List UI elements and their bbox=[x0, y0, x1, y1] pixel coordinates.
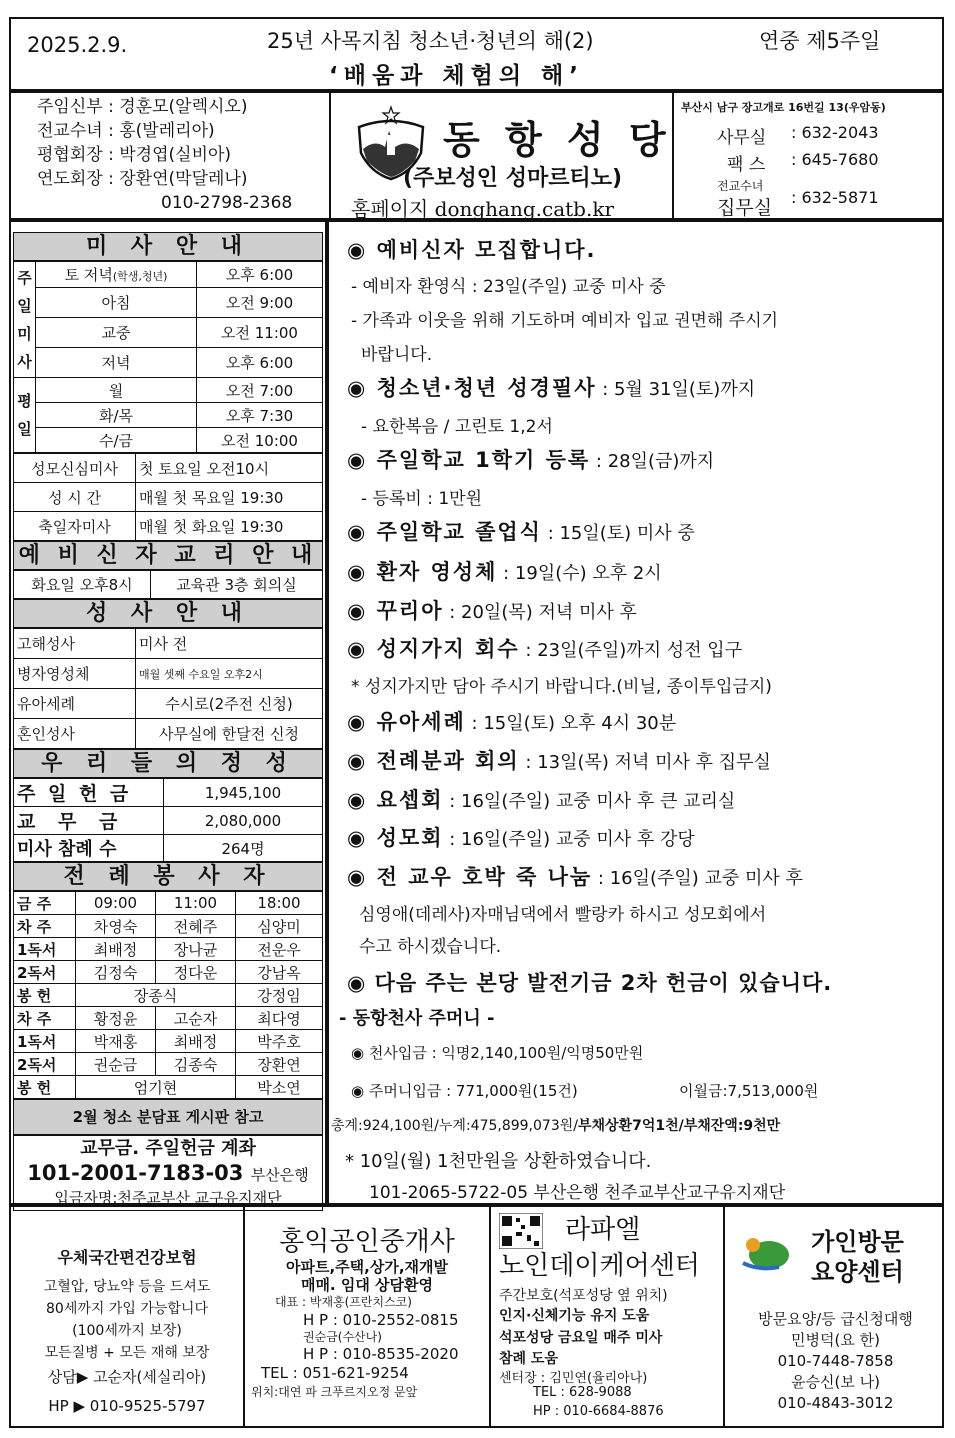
angel-total: 총계:924,100원/누계:475,899,073원/부채상환7억1천/부채잔액:9천만 bbox=[331, 1118, 781, 1134]
ad-daycare-title2: 노인데이케어센터 bbox=[499, 1251, 700, 1281]
angel-title: - 동항천사 주머니 - bbox=[339, 1008, 495, 1029]
news-item: ◉ 전 교우 호박 죽 나눔 : 16일(주일) 교중 미사 후 bbox=[347, 865, 803, 889]
bulletin-header bbox=[9, 17, 944, 91]
minister-name: 황정윤 bbox=[76, 1007, 156, 1030]
ad-homecare-title1: 가인방문 bbox=[811, 1228, 904, 1256]
homepage-line bbox=[351, 193, 614, 222]
minister-name: 장종식 bbox=[76, 984, 236, 1007]
sacrament-value: 수시로(2주전 신청) bbox=[136, 689, 323, 719]
special-label: 성모신심미사 bbox=[14, 454, 136, 483]
ad-insurance-lines: 고혈압, 당뇨약 등을 드셔도 80세까지 가입 가능합니다 (100세까지 보장) 모든질병 + 모든 재해 보장 bbox=[43, 1279, 211, 1361]
ad-realty-name2: 권순금(수산나) bbox=[303, 1330, 382, 1344]
news-item: ◉ 주일학교 1학기 등록 : 28일(금)까지 bbox=[347, 448, 715, 472]
parish-patron: (주보성인 성마르티노) bbox=[403, 166, 623, 191]
minister-name: 장환연 bbox=[236, 1053, 323, 1076]
minister-role: 차 주 bbox=[14, 915, 76, 938]
mass-table bbox=[13, 261, 323, 453]
weekday-label: 평 일 bbox=[14, 378, 36, 453]
ad-insurance bbox=[11, 1207, 243, 1415]
news-item: ◉ 요셉회 : 16일(주일) 교중 미사 후 큰 교리실 bbox=[347, 788, 736, 812]
ad-realty-l1: 아파트,주택,상가,재개발 bbox=[286, 1258, 448, 1276]
ad-realty-hp1: H P : 010-2552-0815 bbox=[303, 1311, 459, 1329]
offering-value: 2,080,000 bbox=[164, 807, 323, 835]
minister-role: 봉 헌 bbox=[14, 984, 76, 1007]
minister-name: 권순금 bbox=[76, 1053, 156, 1076]
qr-code-icon[interactable] bbox=[499, 1213, 543, 1249]
special-label: 축일자미사 bbox=[14, 512, 136, 541]
minister-name: 심양미 bbox=[236, 915, 323, 938]
offering-table bbox=[13, 778, 323, 862]
minister-name: 김종숙 bbox=[156, 1053, 236, 1076]
sacrament-value: 미사 전 bbox=[136, 629, 323, 659]
news-sub: 바랍니다. bbox=[361, 345, 433, 365]
account-holder: 입금자명:천주교부산 교구유지재단 bbox=[54, 1189, 282, 1207]
office-label: 사무실 bbox=[717, 128, 767, 148]
mass-label: 화/목 bbox=[36, 403, 197, 428]
ad-daycare-l3: 석포성당 금요일 매주 미사 bbox=[499, 1330, 663, 1346]
sacrament-value: 사무실에 한달전 신청 bbox=[136, 719, 323, 749]
news-item: ◉ 전례분과 회의 : 13일(목) 저녁 미사 후 집무실 bbox=[347, 749, 771, 773]
news-item: ◉ 청소년·청년 성경필사 : 5월 31일(토)까지 bbox=[347, 376, 756, 400]
bulletin-date: 2025.2.9. bbox=[27, 33, 128, 57]
minister-name: 최다영 bbox=[236, 1007, 323, 1030]
minister-role: 1독서 bbox=[14, 938, 76, 961]
minister-name: 강정임 bbox=[236, 984, 323, 1007]
mass-label: 토 저녁(학생,청년) bbox=[36, 262, 197, 288]
ad-daycare-l2: 인지·신체기능 유지 도움 bbox=[499, 1308, 650, 1324]
sister-label: 집무실 bbox=[717, 197, 773, 219]
office-phone: : 632-2043 bbox=[791, 123, 879, 142]
parish-address: 부산시 남구 장고개로 16번길 13(우암동) bbox=[681, 101, 886, 114]
news-sub: 심영애(데레사)자매님댁에서 빨랑카 하시고 성모회에서 bbox=[359, 905, 767, 925]
left-column bbox=[9, 220, 327, 1205]
special-time: 매월 첫 화요일 19:30 bbox=[136, 512, 323, 541]
ministers-head: 18:00 bbox=[236, 892, 323, 915]
news-item: ◉ 성지가지 회수 : 23일(주일)까지 성전 입구 bbox=[347, 637, 743, 661]
ad-homecare-l3: 윤승신(보 나) bbox=[791, 1373, 880, 1391]
ad-realty-rep: 대표 : 박재홍(프란치스코) bbox=[275, 1295, 412, 1309]
sacrament-label: 병자영성체 bbox=[14, 659, 136, 689]
minister-name: 정다운 bbox=[156, 961, 236, 984]
ad-insurance-title: 우체국간편건강보험 bbox=[57, 1248, 197, 1267]
news-item: ◉ 주일학교 졸업식 : 15일(토) 미사 중 bbox=[347, 520, 695, 544]
minister-role: 1독서 bbox=[14, 1030, 76, 1053]
catechumen-title: 예 비 신 자 교 리 안 내 bbox=[13, 541, 323, 570]
news-sub: - 예비자 환영식 : 23일(주일) 교중 미사 중 bbox=[351, 277, 666, 297]
sacrament-title: 성 사 안 내 bbox=[13, 599, 323, 628]
ad-daycare-head: 센터장 : 김민연(율리아나) bbox=[499, 1371, 648, 1386]
ad-insurance-hp: HP ▶ 010-9525-5797 bbox=[48, 1397, 206, 1415]
special-mass-table bbox=[13, 453, 323, 541]
sacrament-value: 매월 셋째 수요일 오후2시 bbox=[136, 659, 323, 689]
account-number: 101-2001-7183-03 bbox=[27, 1161, 244, 1185]
angel-repay: * 10일(월) 1천만원을 상환하였습니다. bbox=[345, 1151, 652, 1172]
minister-name: 김정숙 bbox=[76, 961, 156, 984]
ad-daycare-l1: 주간보호(석포성당 옆 위치) bbox=[499, 1288, 668, 1304]
ministers-head: 09:00 bbox=[76, 892, 156, 915]
ad-homecare-l2: 민병덕(요 한) bbox=[791, 1331, 880, 1349]
homepage-link[interactable]: donghang.catb.kr bbox=[434, 197, 615, 221]
mass-label: 아침 bbox=[36, 288, 197, 318]
minister-name: 박주호 bbox=[236, 1030, 323, 1053]
ministers-title: 전 례 봉 사 자 bbox=[13, 862, 323, 891]
staff-phone: 010-2798-2368 bbox=[161, 193, 293, 213]
minister-name: 박소연 bbox=[236, 1076, 323, 1099]
news-column bbox=[327, 220, 944, 1205]
account-bank: 부산은행 bbox=[250, 1166, 309, 1184]
staff-row: 연도회장 : 장환연(막달레나) bbox=[37, 169, 248, 189]
mass-time: 오후 6:00 bbox=[197, 348, 323, 378]
mass-time: 오후 7:30 bbox=[197, 403, 323, 428]
staff-list bbox=[37, 95, 247, 191]
angel-carry: 이월금:7,513,000원 bbox=[679, 1082, 819, 1100]
ad-homecare-l1: 방문요양/등 급신청대행 bbox=[758, 1310, 913, 1328]
mass-time: 오전 11:00 bbox=[197, 318, 323, 348]
account-line bbox=[14, 1160, 322, 1188]
ad-homecare bbox=[725, 1207, 946, 1414]
ad-daycare-tel: TEL : 628-9088 bbox=[533, 1385, 632, 1400]
mass-label: 저녁 bbox=[36, 348, 197, 378]
offering-value: 264명 bbox=[164, 835, 323, 862]
offering-label: 주 일 헌 금 bbox=[14, 779, 164, 807]
news-sub: * 성지가지만 담아 주시기 바랍니다.(비닐, 종이투입금지) bbox=[351, 677, 772, 697]
ad-realty-title: 홍익공인중개사 bbox=[279, 1227, 455, 1257]
minister-role: 2독서 bbox=[14, 1053, 76, 1076]
minister-role: 차 주 bbox=[14, 1007, 76, 1030]
minister-name: 차영숙 bbox=[76, 915, 156, 938]
ad-realty-l2: 매매. 임대 상담환영 bbox=[300, 1276, 434, 1294]
parish-info bbox=[9, 91, 944, 220]
mass-title: 미 사 안 내 bbox=[13, 232, 323, 261]
sister-phone: : 632-5871 bbox=[791, 188, 879, 207]
offering-label: 미사 참례 수 bbox=[14, 835, 164, 862]
angel-pocket: ◉ 주머니입금 : 771,000원(15건) bbox=[351, 1082, 578, 1100]
pastoral-theme: 25년 사목지침 청소년·청년의 해(2) bbox=[267, 29, 594, 53]
minister-name: 전운우 bbox=[236, 938, 323, 961]
offering-title: 우 리 들 의 정 성 bbox=[13, 749, 323, 778]
ministers-table bbox=[13, 891, 323, 1099]
minister-name: 박재홍 bbox=[76, 1030, 156, 1053]
news-item: ◉ 성모회 : 16일(주일) 교중 미사 후 강당 bbox=[347, 826, 695, 850]
ad-daycare-hp: HP : 010-6684-8876 bbox=[533, 1404, 664, 1419]
minister-name: 엄기현 bbox=[76, 1076, 236, 1099]
ad-realty bbox=[245, 1207, 489, 1401]
news-item: ◉ 다음 주는 본당 발전기금 2차 헌금이 있습니다. bbox=[347, 971, 833, 995]
account-title: 교무금. 주일헌금 계좌 bbox=[80, 1138, 256, 1159]
news-item: ◉ 꾸리아 : 20일(목) 저녁 미사 후 bbox=[347, 599, 637, 623]
fax-number: : 645-7680 bbox=[791, 150, 879, 169]
sunday-label: 주 일 미 사 bbox=[14, 262, 36, 378]
mass-label: 월 bbox=[36, 378, 197, 403]
minister-name: 장나균 bbox=[156, 938, 236, 961]
homecare-logo-icon bbox=[739, 1231, 791, 1275]
catechumen-place: 교육관 3층 회의실 bbox=[151, 571, 323, 599]
minister-name: 강남옥 bbox=[236, 961, 323, 984]
angel-account: 101-2065-5722-05 부산은행 천주교부산교구유지재단 bbox=[369, 1183, 786, 1203]
mass-label: 교중 bbox=[36, 318, 197, 348]
mass-label: 수/금 bbox=[36, 428, 197, 453]
sacrament-label: 유아세례 bbox=[14, 689, 136, 719]
news-sub: - 요한복음 / 고린토 1,2서 bbox=[361, 417, 553, 437]
offering-label: 교 무 금 bbox=[14, 807, 164, 835]
theme-subtitle: ‘배움과 체험의 해’ bbox=[329, 63, 585, 89]
staff-row: 평협회장 : 박경엽(실비아) bbox=[37, 145, 232, 165]
sister-label-top: 전교수녀 bbox=[717, 179, 764, 193]
angel-deposit: ◉ 천사입금 : 익명2,140,100원/익명50만원 bbox=[351, 1044, 644, 1062]
mass-time: 오전 9:00 bbox=[197, 288, 323, 318]
ministers-head: 11:00 bbox=[156, 892, 236, 915]
minister-name: 최배정 bbox=[156, 1030, 236, 1053]
special-time: 매월 첫 목요일 19:30 bbox=[136, 483, 323, 512]
minister-name: 고순자 bbox=[156, 1007, 236, 1030]
minister-role: 2독서 bbox=[14, 961, 76, 984]
sacrament-table bbox=[13, 628, 323, 749]
ad-daycare-l4: 참례 도움 bbox=[499, 1351, 558, 1367]
parish-name: 동 항 성 당 bbox=[443, 118, 672, 162]
staff-row: 주임신부 : 경훈모(알렉시오) bbox=[37, 97, 248, 117]
ad-insurance-contact: 상담▶ 고순자(세실리아) bbox=[47, 1368, 207, 1386]
homepage-label: 홈페이지 bbox=[351, 197, 429, 221]
ads-row bbox=[9, 1205, 944, 1428]
sacrament-label: 혼인성사 bbox=[14, 719, 136, 749]
offering-value: 1,945,100 bbox=[164, 779, 323, 807]
ad-realty-tel: TEL : 051-621-9254 bbox=[261, 1364, 409, 1382]
ministers-head: 금 주 bbox=[14, 892, 76, 915]
account-box bbox=[13, 1135, 323, 1211]
ad-homecare-title2: 요양센터 bbox=[811, 1258, 904, 1286]
minister-name: 전혜주 bbox=[156, 915, 236, 938]
minister-role: 봉 헌 bbox=[14, 1076, 76, 1099]
news-item: ◉ 환자 영성체 : 19일(수) 오후 2시 bbox=[347, 560, 662, 584]
news-item: ◉ 유아세례 : 15일(토) 오후 4시 30분 bbox=[347, 710, 677, 734]
fax-label: 팩 스 bbox=[727, 155, 766, 175]
news-sub: - 가족과 이웃을 위해 기도하며 예비자 입교 권면해 주시기 bbox=[351, 311, 779, 331]
ad-homecare-p2: 010-4843-3012 bbox=[777, 1394, 894, 1412]
staff-row: 전교수녀 : 홍(발레리아) bbox=[37, 121, 215, 141]
liturgical-week: 연중 제5주일 bbox=[759, 29, 881, 53]
mass-time: 오전 10:00 bbox=[197, 428, 323, 453]
catechumen-day: 화요일 오후8시 bbox=[14, 571, 151, 599]
ad-realty-hp2: H P : 010-8535-2020 bbox=[303, 1345, 459, 1363]
catechumen-table bbox=[13, 570, 323, 599]
mass-time: 오전 7:00 bbox=[197, 378, 323, 403]
sacrament-label: 고해성사 bbox=[14, 629, 136, 659]
minister-name: 최배정 bbox=[76, 938, 156, 961]
ad-homecare-p1: 010-7448-7858 bbox=[777, 1352, 894, 1370]
mass-time: 오후 6:00 bbox=[197, 262, 323, 288]
news-item: ◉ 예비신자 모집합니다. bbox=[347, 238, 597, 262]
special-time: 첫 토요일 오전10시 bbox=[136, 454, 323, 483]
news-sub: - 등록비 : 1만원 bbox=[361, 489, 482, 509]
news-sub: 수고 하시겠습니다. bbox=[359, 937, 502, 957]
special-label: 성 시 간 bbox=[14, 483, 136, 512]
ad-daycare-title1: 라파엘 bbox=[565, 1215, 641, 1245]
notice-board: 2월 청소 분담표 게시판 참고 bbox=[13, 1099, 323, 1135]
ad-realty-loc: 위치:대연 파 크푸르지오정 문앞 bbox=[251, 1385, 418, 1399]
